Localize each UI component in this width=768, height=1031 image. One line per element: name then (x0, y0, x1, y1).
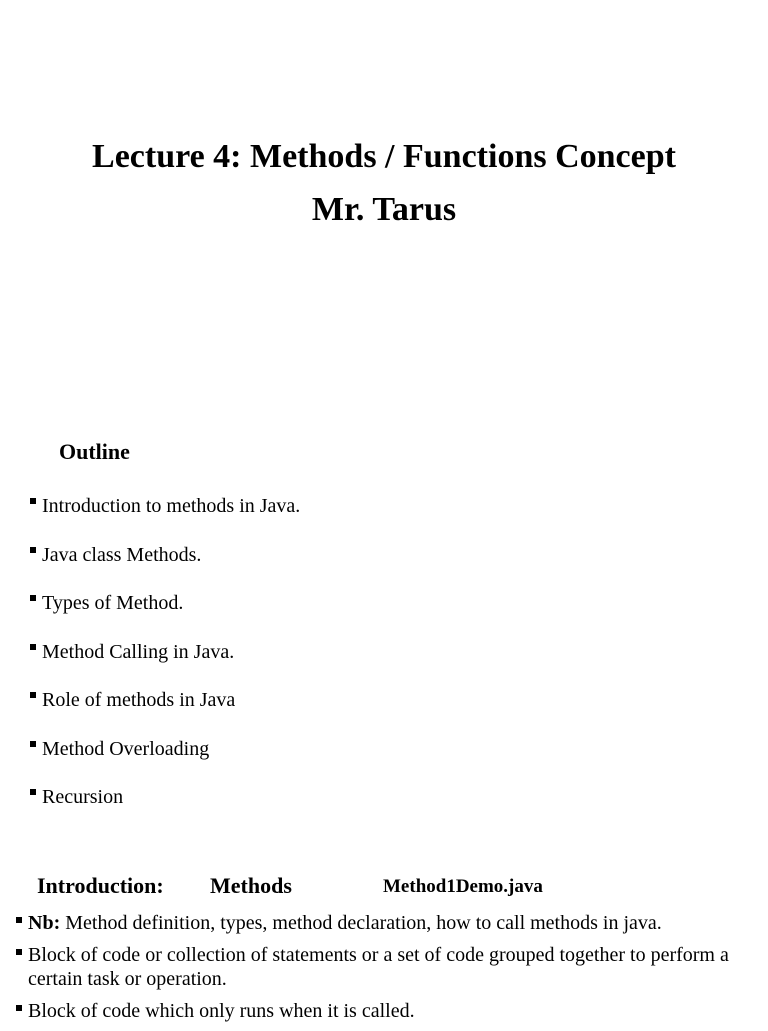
intro-list (14, 911, 754, 1031)
author-name: Mr. Tarus (311, 191, 457, 228)
outline-list (29, 490, 729, 830)
square-bullet-icon (16, 917, 22, 923)
outline-heading: Outline (59, 439, 130, 464)
square-bullet-icon (30, 547, 36, 553)
outline-item-text: Method Calling in Java. (42, 640, 235, 663)
outline-item-text: Types of Method. (42, 592, 184, 614)
intro-item-text: Block of code which only runs when it is called. (28, 1000, 415, 1022)
square-bullet-icon (30, 741, 36, 747)
title-block (0, 136, 768, 230)
outline-item (29, 733, 729, 782)
lecture-title: Lecture 4: Methods / Functions Concept (92, 138, 676, 175)
demo-filename: Method1Demo.java (383, 876, 543, 897)
square-bullet-icon (30, 692, 36, 698)
square-bullet-icon (16, 1005, 22, 1011)
intro-item (14, 943, 754, 991)
outline-item-text: Recursion (42, 786, 124, 808)
outline-item-text: Introduction to methods in Java. (42, 495, 301, 517)
square-bullet-icon (30, 644, 36, 650)
nb-label: Nb: (28, 912, 61, 934)
nb-text: Method definition, types, method declaration, how to call methods in java. (60, 912, 662, 934)
intro-header (37, 872, 737, 902)
square-bullet-icon (30, 498, 36, 504)
outline-item (29, 490, 729, 539)
outline-item (29, 636, 729, 685)
outline-item (29, 587, 729, 636)
intro-item-nb (14, 911, 754, 935)
intro-item (14, 999, 754, 1023)
methods-heading: Methods (210, 873, 292, 898)
square-bullet-icon (30, 789, 36, 795)
outline-item (29, 684, 729, 733)
outline-item-text: Role of methods in Java (42, 689, 236, 711)
outline-item-text: Java class Methods. (42, 543, 202, 566)
outline-item-text: Method Overloading (42, 737, 210, 760)
intro-item-text: Block of code or collection of statements or a set of code grouped together to perform a certain task or operation. (28, 944, 729, 990)
outline-item (29, 781, 729, 830)
square-bullet-icon (16, 949, 22, 955)
square-bullet-icon (30, 595, 36, 601)
outline-item (29, 539, 729, 588)
intro-heading: Introduction: (37, 873, 164, 898)
